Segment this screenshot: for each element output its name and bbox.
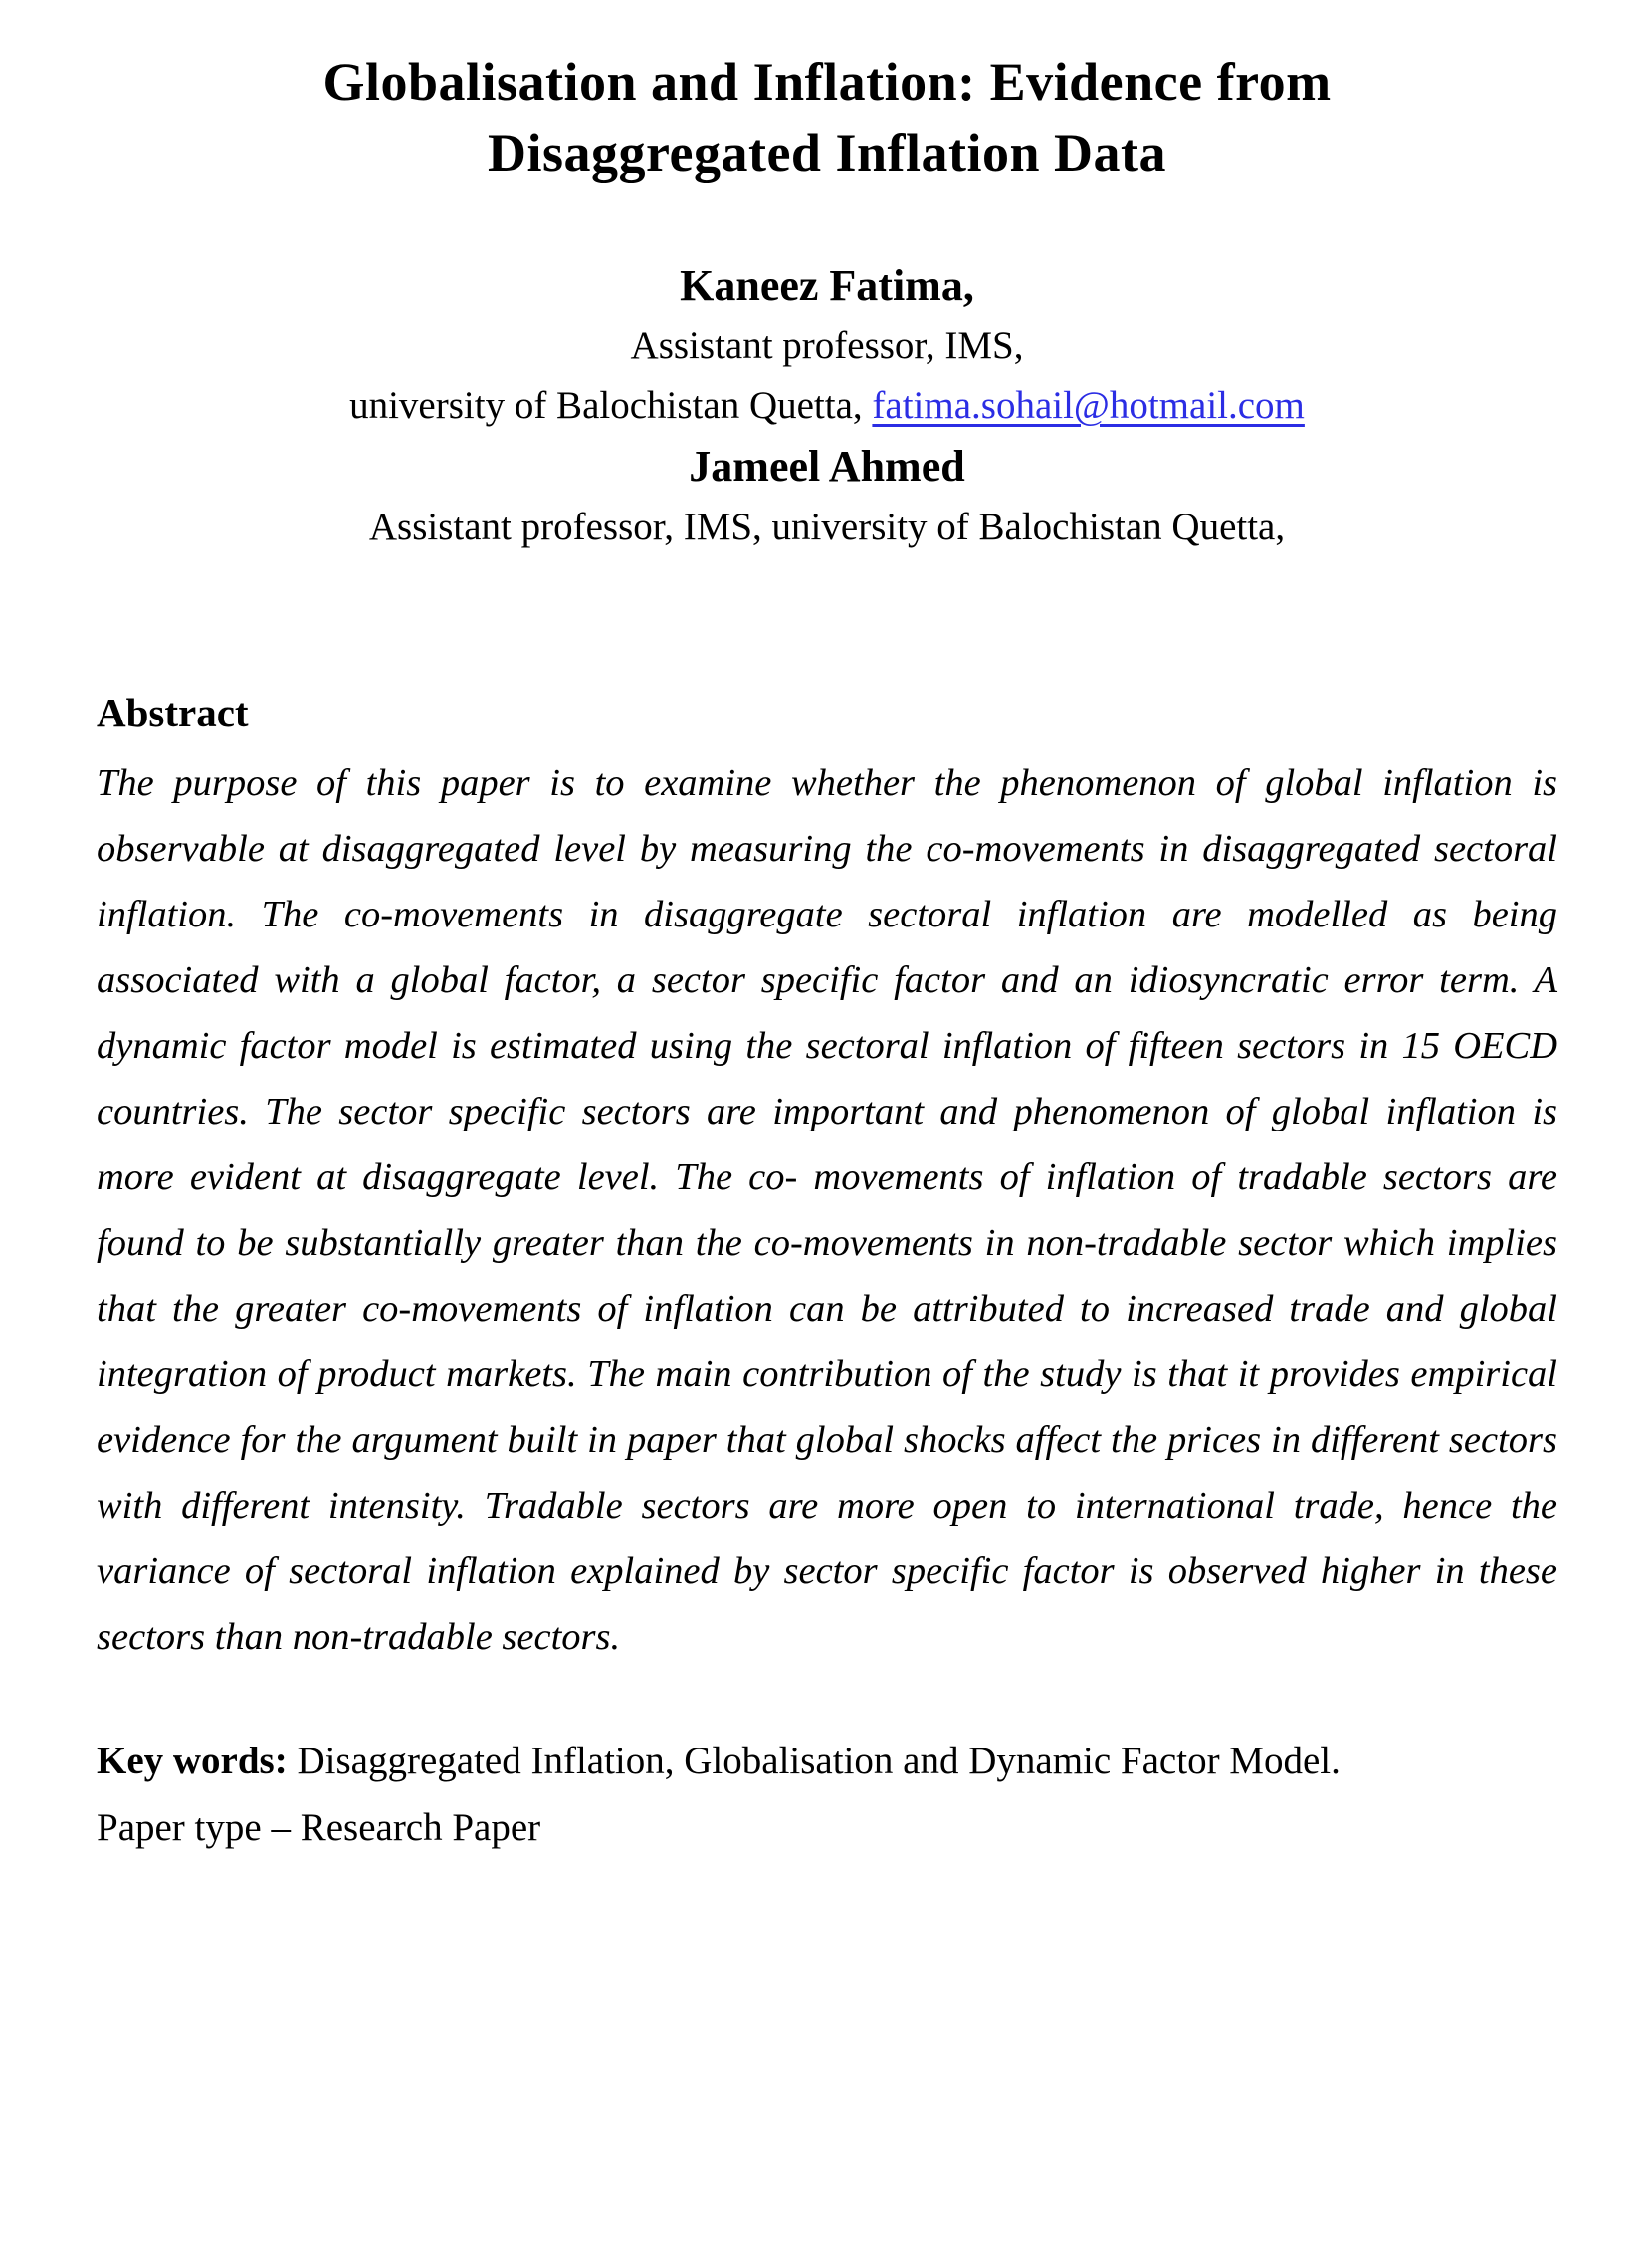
author-role-kaneez-fatima: Assistant professor, IMS, <box>630 324 1024 367</box>
author-name-jameel-ahmed: Jameel Ahmed <box>689 442 965 491</box>
author-affiliation-jameel-ahmed: Assistant professor, IMS, university of Balochistan Quetta, <box>368 506 1286 548</box>
keywords-label: Key words: <box>97 1740 288 1782</box>
keywords-text: Disaggregated Inflation, Globalisation and Dynamic Factor Model. <box>297 1740 1341 1782</box>
paper-type-line: Paper type – Research Paper <box>97 1806 541 1849</box>
paper-title-line-2: Disaggregated Inflation Data <box>488 123 1166 183</box>
email-link[interactable]: fatima.sohail@hotmail.com <box>872 384 1305 427</box>
author-name-kaneez-fatima: Kaneez Fatima, <box>680 261 974 309</box>
paper-title-line-1: Globalisation and Inflation: Evidence from <box>322 52 1332 111</box>
paper-title <box>97 46 1557 189</box>
abstract-text: The purpose of this paper is to examine whether the phenomenon of global inflation is observable at disaggregated level by measuring the co-movements in disaggregated sectoral inflation. The co-movements in disaggregate sectoral inflation are modelled as being associated with a global factor, a sector specific factor and an idiosyncratic error term. A dynamic factor model is estimated using the sectoral inflation of fifteen sectors in 15 OECD countries. The sector specific sectors are important and phenomenon of global inflation is more evident at disaggregate level. The co- movements of inflation of tradable sectors are found to be substantially greater than the co-movements in non-tradable sector which implies that the greater co-movements of inflation can be attributed to increased trade and global integration of product markets. The main contribution of the study is that it provides empirical evidence for the argument built in paper that global shocks affect the prices in different sectors with different intensity. Tradable sectors are more open to international trade, hence the variance of sectoral inflation explained by sector specific factor is observed higher in these sectors than non-tradable sectors. <box>97 762 1557 1658</box>
author-block <box>97 255 1557 557</box>
affiliation-text: university of Balochistan Quetta, <box>349 384 863 427</box>
abstract-heading: Abstract <box>97 690 249 735</box>
author-affiliation-kaneez-fatima <box>97 376 1557 436</box>
keywords-line <box>97 1728 1557 1794</box>
